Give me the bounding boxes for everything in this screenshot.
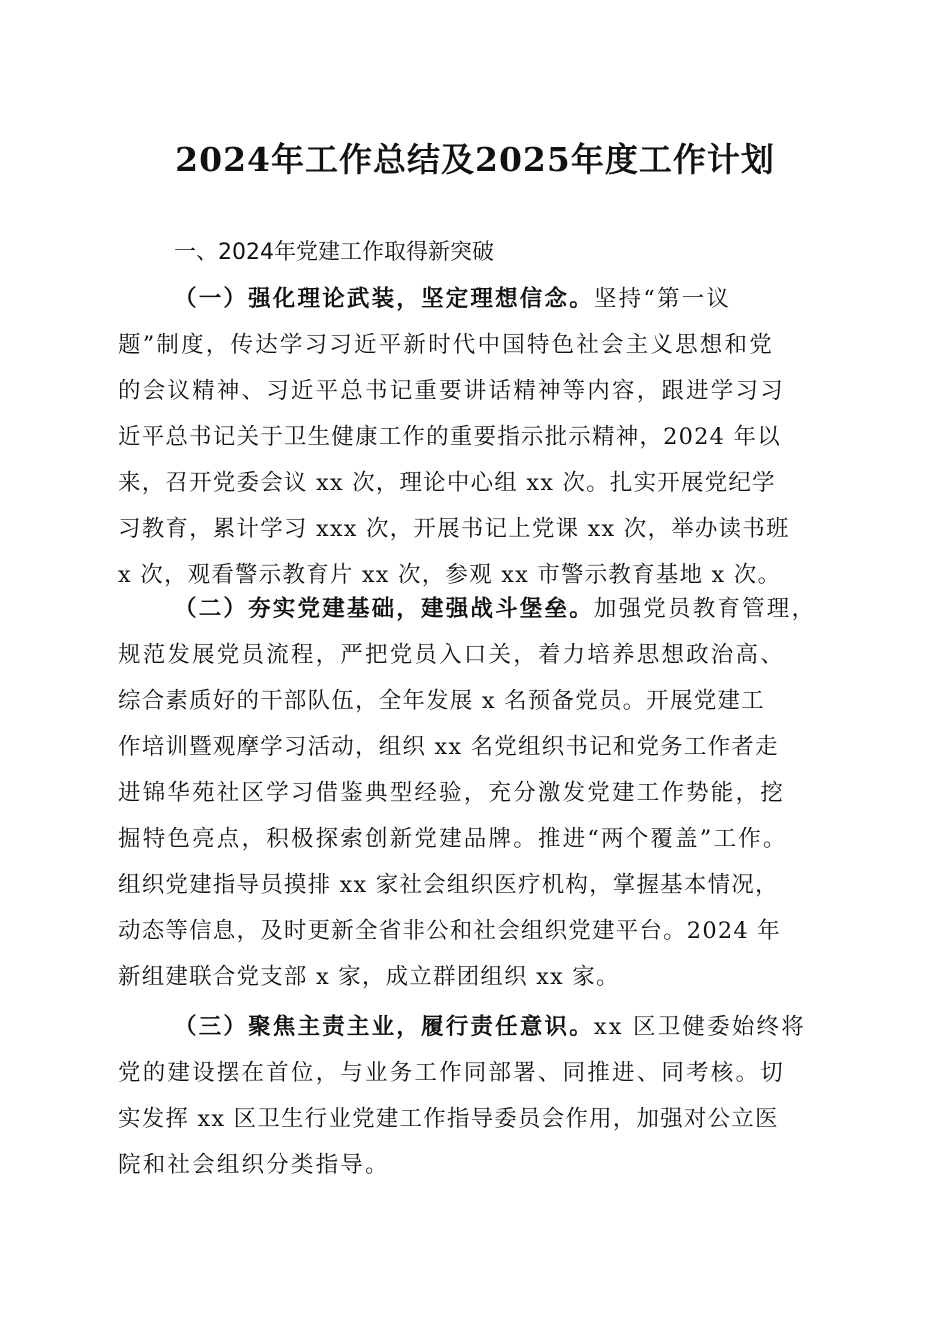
paragraph-line: 动态等信息，及时更新全省非公和社会组织党建平台。2024 年: [118, 918, 781, 944]
paragraph-line: 党的建设摆在首位，与业务工作同部署、同推进、同考核。切: [118, 1060, 785, 1086]
paragraph-line: 进锦华苑社区学习借鉴典型经验，充分激发党建工作势能，挖: [118, 780, 785, 806]
section-heading: 一、2024年党建工作取得新突破: [174, 240, 494, 265]
document-title: 2024年工作总结及2025年度工作计划: [175, 140, 775, 179]
paragraph-1: [118, 276, 838, 598]
paragraph-2: [118, 586, 838, 1000]
paragraph-line: 的会议精神、习近平总书记重要讲话精神等内容，跟进学习习: [118, 378, 785, 404]
paragraph-line: 习教育，累计学习 xxx 次，开展书记上党课 xx 次，举办读书班: [118, 516, 790, 542]
paragraph-line: 院和社会组织分类指导。: [118, 1152, 390, 1178]
paragraph-lead: （一）强化理论武装，坚定理想信念。: [174, 286, 594, 312]
paragraph-line: 近平总书记关于卫生健康工作的重要指示批示精神，2024 年以: [118, 424, 781, 450]
paragraph-line: 新组建联合党支部 x 家，成立群团组织 xx 家。: [118, 964, 620, 990]
paragraph-line: x 次，观看警示教育片 xx 次，参观 xx 市警示教育基地 x 次。: [118, 562, 782, 588]
paragraph-line: 综合素质好的干部队伍，全年发展 x 名预备党员。开展党建工: [118, 688, 765, 714]
paragraph-line: 实发挥 xx 区卫生行业党建工作指导委员会作用，加强对公立医: [118, 1106, 779, 1132]
paragraph-line: 来，召开党委会议 xx 次，理论中心组 xx 次。扎实开展党纪学: [118, 470, 776, 496]
paragraph-line: 作培训暨观摩学习活动，组织 xx 名党组织书记和党务工作者走: [118, 734, 779, 760]
paragraph-line: 规范发展党员流程，严把党员入口关，着力培养思想政治高、: [118, 642, 785, 668]
paragraph-line: 掘特色亮点，积极探索创新党建品牌。推进“两个覆盖”工作。: [118, 826, 788, 852]
paragraph-line: （一）强化理论武装，坚定理想信念。坚持“第一议: [174, 286, 732, 312]
paragraph-3: [118, 1004, 838, 1188]
paragraph-lead: （三）聚焦主责主业，履行责任意识。: [174, 1014, 594, 1040]
paragraph-line: （二）夯实党建基础，建强战斗堡垒。加强党员教育管理，: [174, 596, 817, 622]
paragraph-lead: （二）夯实党建基础，建强战斗堡垒。: [174, 596, 594, 622]
paragraph-line: （三）聚焦主责主业，履行责任意识。xx 区卫健委始终将: [174, 1014, 806, 1040]
paragraph-line: 题”制度，传达学习习近平新时代中国特色社会主义思想和党: [118, 332, 774, 358]
paragraph-line: 组织党建指导员摸排 xx 家社会组织医疗机构，掌握基本情况，: [118, 872, 779, 898]
